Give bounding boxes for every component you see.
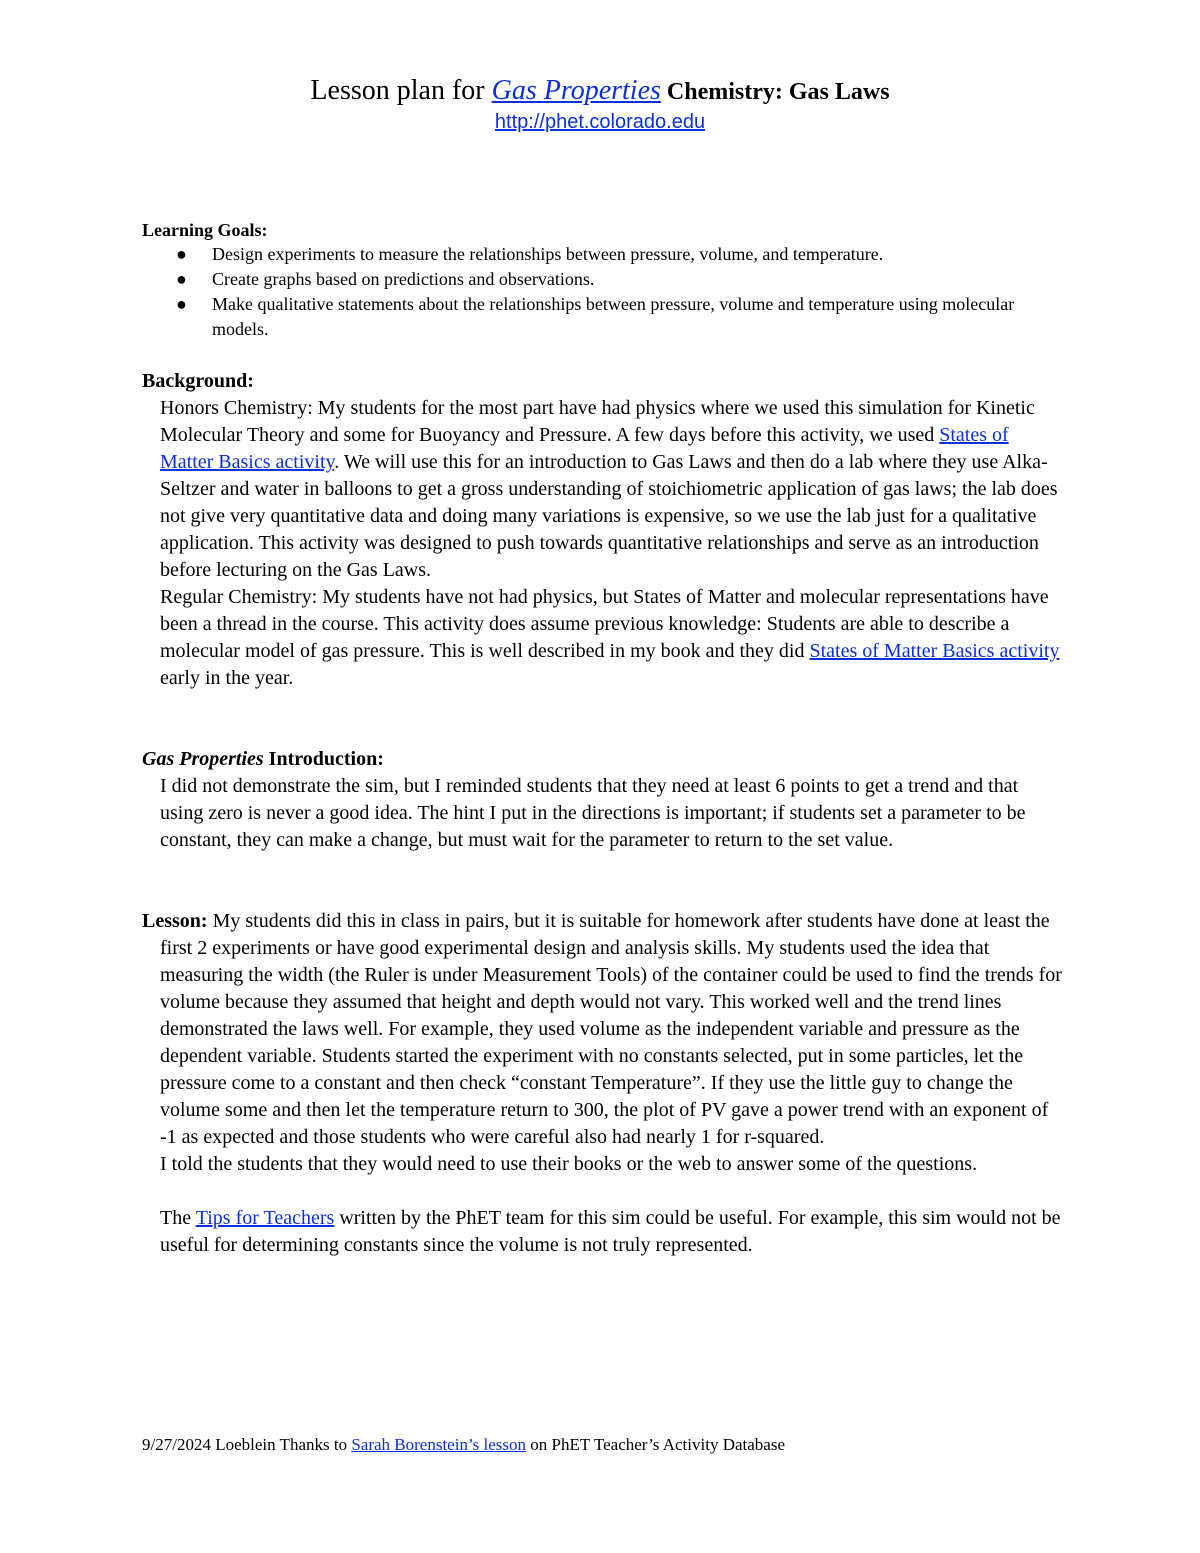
phet-url-link[interactable]: http://phet.colorado.edu: [494, 111, 706, 133]
background-section: [142, 368, 1062, 692]
states-of-matter-link[interactable]: States of Matter Basics activity: [160, 424, 1009, 473]
learning-goals-list: [142, 242, 1062, 342]
list-item: [176, 242, 1062, 267]
bullet-icon: ●: [176, 294, 187, 314]
goal-text: Make qualitative statements about the relationships between pressure, volume and temperature using molecular models.: [212, 294, 1015, 339]
goal-text: Design experiments to measure the relationships between pressure, volume, and temperature.: [212, 244, 884, 264]
list-item: [176, 267, 1062, 292]
lesson-section: [142, 908, 1062, 1259]
background-body: [142, 395, 1062, 692]
footer-rest: on PhET Teacher’s Activity Database: [526, 1435, 785, 1454]
title-prefix: Lesson plan for: [310, 75, 492, 106]
title-suffix: Chemistry: Gas Laws: [660, 79, 890, 105]
background-text: . We will use this for an introduction to Gas Laws and then do a lab where they use Alka-Seltzer and water in balloons to get a gross understanding of stoichiometric application of gas laws; the lab does not give very quantitative data and doing many variations is expensive, so we use the lab just for a qualitative application. This activity was designed to push towards quantitative relationships and serve as an introduction before lecturing on the Gas Laws.: [160, 451, 1058, 581]
lesson-text: written by the PhET team for this sim could be useful. For example, this sim would not be useful for determining constants since the volume is not truly represented.: [160, 1207, 1061, 1256]
learning-goals-heading: Learning Goals:: [142, 220, 268, 240]
background-text: Honors Chemistry: My students for the most part have had physics where we used this simulation for Kinetic Molecular Theory and some for Buoyancy and Pressure. A few days before this activity, we used: [160, 397, 1035, 446]
background-text: early in the year.: [160, 667, 294, 689]
footer-date-author: 9/27/2024 Loeblein Thanks to: [142, 1435, 352, 1454]
bullet-icon: ●: [176, 244, 187, 264]
introduction-heading-italic: Gas Properties: [142, 748, 264, 770]
phet-url: [0, 110, 1200, 134]
lesson-text: My students did this in class in pairs, but it is suitable for homework after students have done at least the first 2 experiments or have good experimental design and analysis skills. My students used the idea that measuring the width (the Ruler is under Measurement Tools) of the container could be used to find the trends for volume because they assumed that height and depth would not vary. This worked well and the trend lines demonstrated the laws well. For example, they used volume as the independent variable and pressure as the dependent variable. Students started the experiment with no constants selected, put in some particles, let the pressure come to a constant and then check “constant Temperature”. If they use the little guy to change the volume some and then let the temperature return to 300, the plot of PV gave a power trend with an exponent of -1 as expected and those students who were careful also had nearly 1 for r-squared.: [160, 910, 1062, 1148]
introduction-heading-rest: Introduction:: [263, 748, 384, 770]
background-heading: Background:: [142, 370, 254, 392]
lesson-text: The: [160, 1207, 196, 1229]
page-title: [0, 74, 1200, 109]
goal-text: Create graphs based on predictions and observations.: [212, 269, 595, 289]
states-of-matter-link-2[interactable]: States of Matter Basics activity: [809, 640, 1060, 662]
tips-for-teachers-link[interactable]: Tips for Teachers: [195, 1207, 335, 1229]
introduction-text: I did not demonstrate the sim, but I reminded students that they need at least 6 points to get a trend and that using zero is never a good idea. The hint I put in the directions is important; if students set a parameter to be constant, they can make a change, but must wait for the parameter to return to the set value.: [160, 775, 1026, 851]
introduction-body: [142, 773, 1062, 854]
introduction-heading: [142, 746, 1062, 773]
lesson-paragraph-3: [142, 1205, 1062, 1259]
list-item: [176, 292, 1062, 342]
bullet-icon: ●: [176, 269, 187, 289]
background-text: Regular Chemistry: My students have not had physics, but States of Matter and molecular representations have been a thread in the course. This activity does assume previous knowledge: Students are able to describe a molecular model of gas pressure. This is well described in my book and they did: [160, 586, 1049, 662]
footer: [142, 1434, 1042, 1456]
lesson-heading: Lesson:: [142, 910, 208, 932]
introduction-section: [142, 746, 1062, 854]
lesson-paragraph-2: I told the students that they would need to use their books or the web to answer some of the questions.: [160, 1153, 978, 1175]
background-paragraph-regular: [160, 584, 1062, 692]
lesson-paragraph-1: [142, 908, 1062, 1151]
gas-properties-title-link[interactable]: Gas Properties: [491, 75, 661, 106]
sarah-borenstein-lesson-link[interactable]: Sarah Borenstein’s lesson: [351, 1435, 527, 1454]
learning-goals-section: [142, 218, 1062, 342]
background-paragraph-honors: [160, 395, 1062, 584]
